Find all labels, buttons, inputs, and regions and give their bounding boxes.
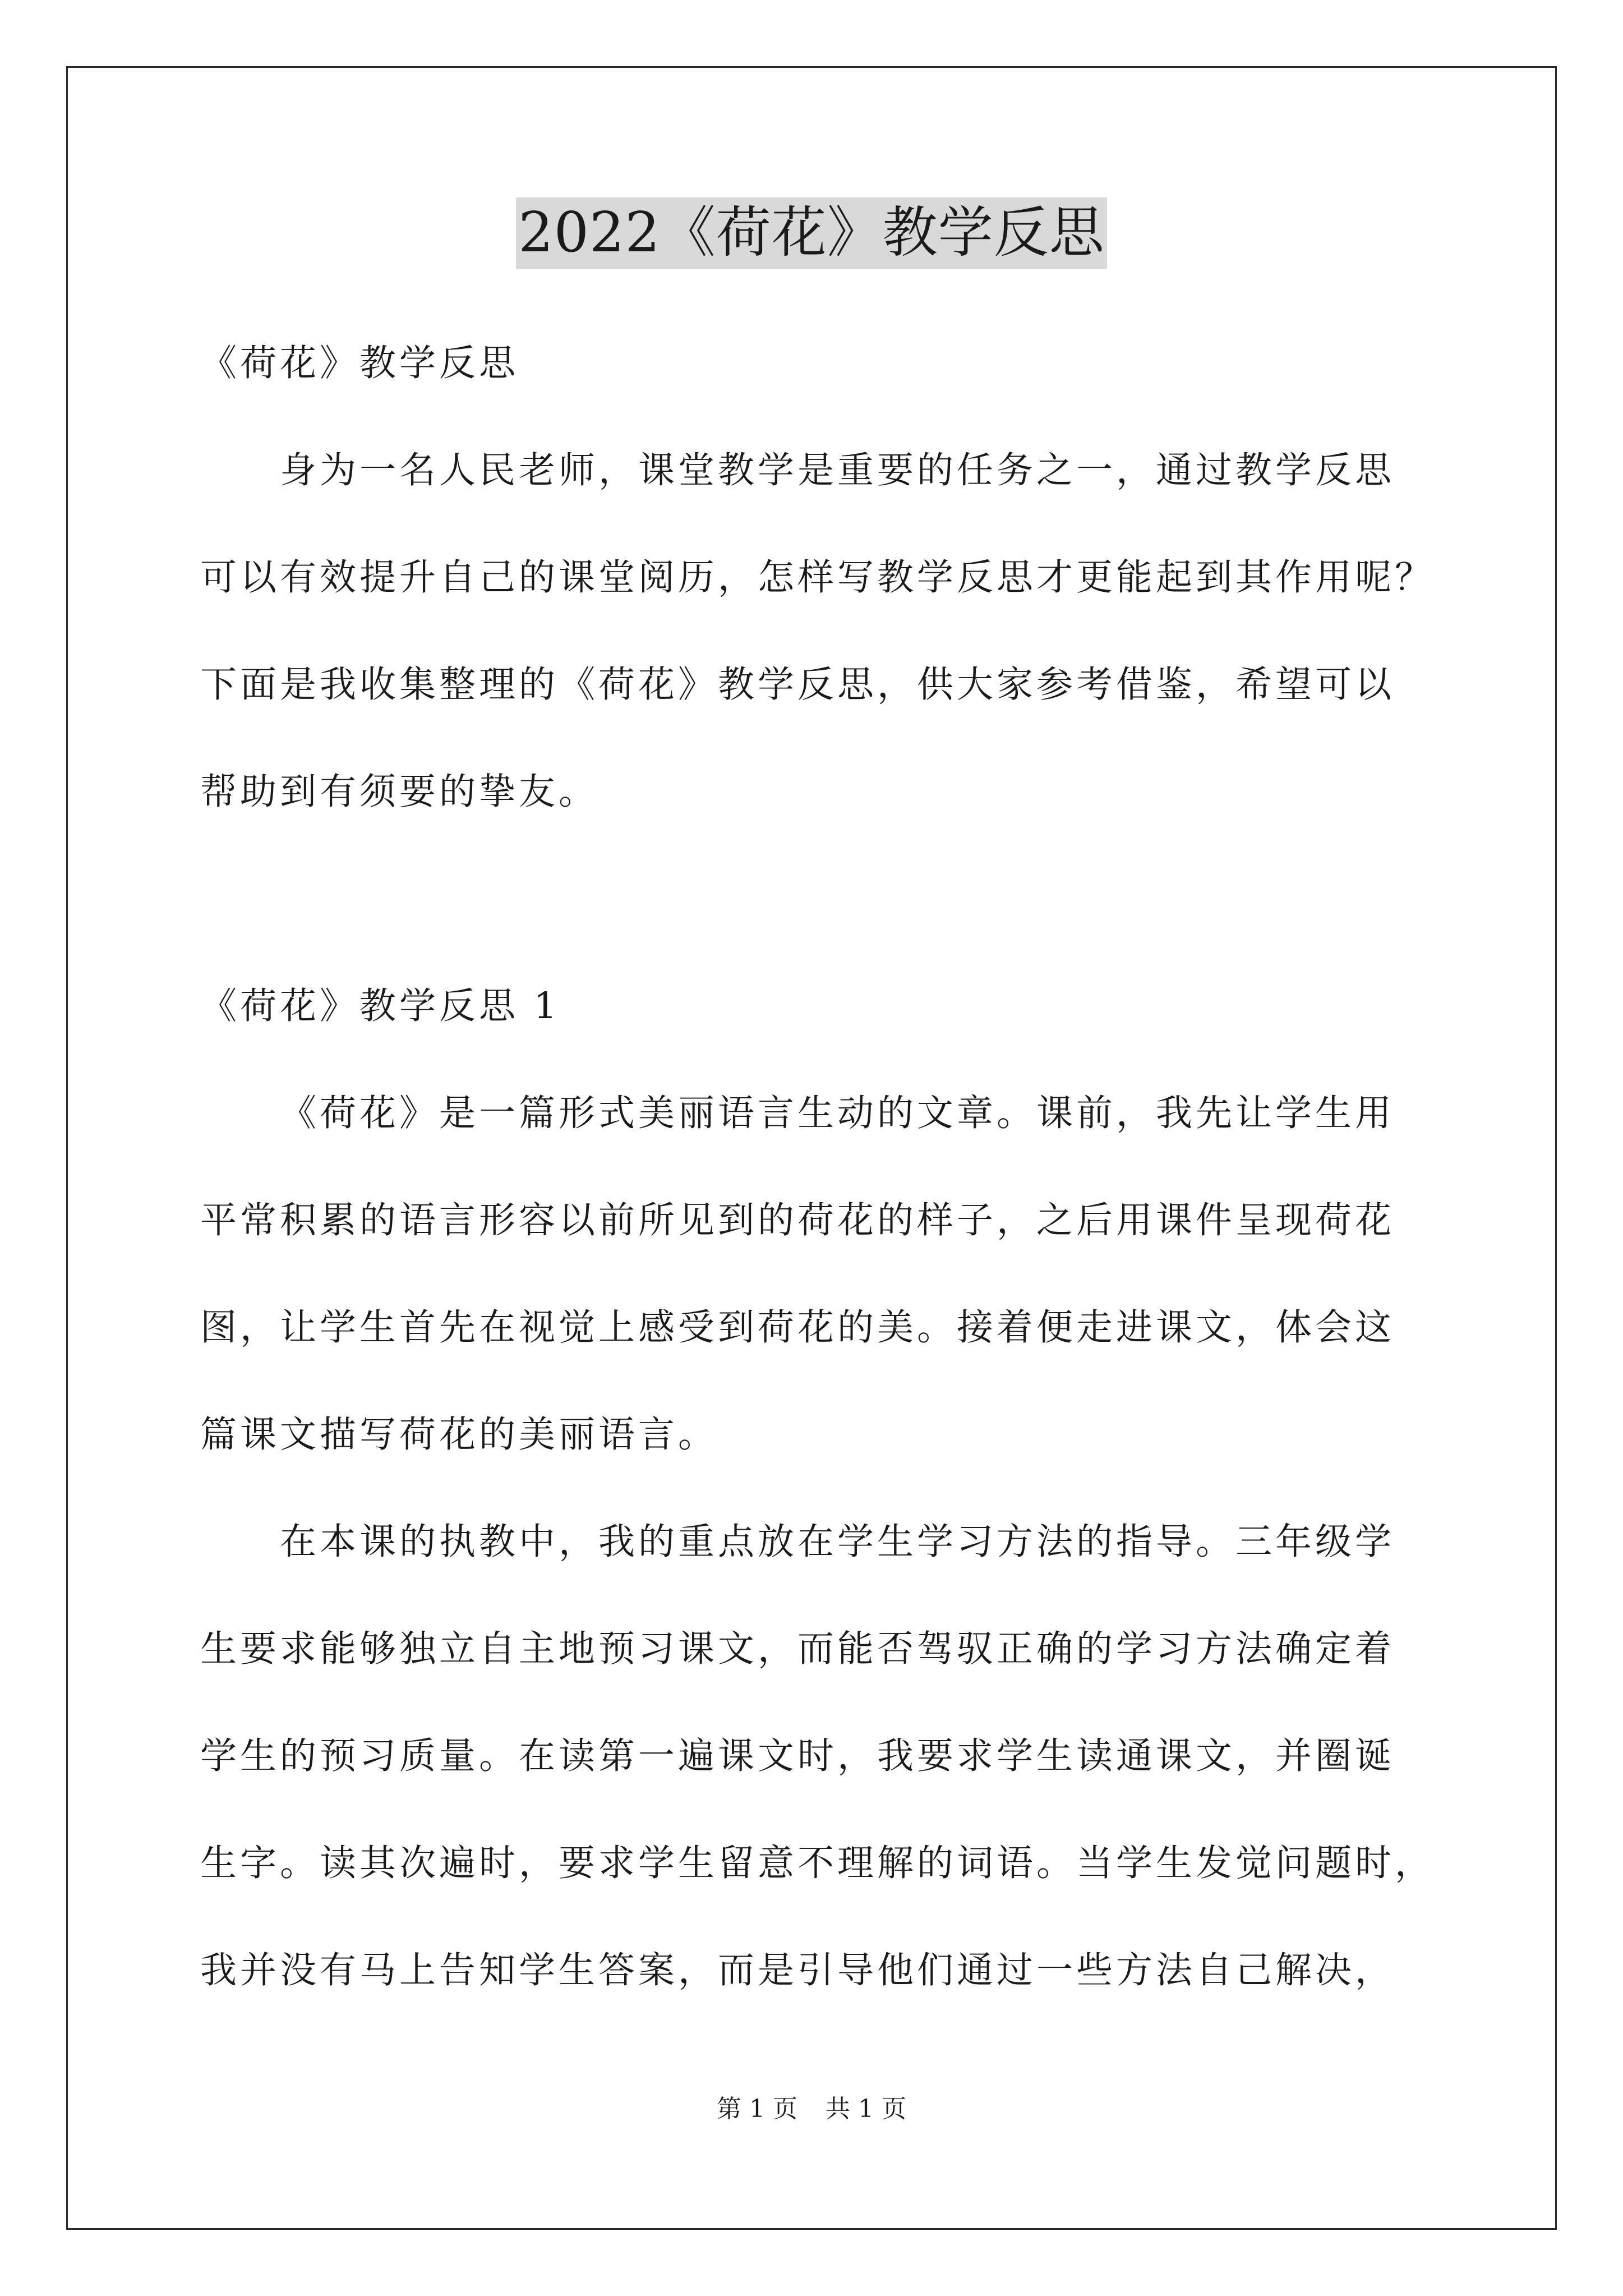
document-title-block: [0, 197, 1623, 269]
page-footer: [0, 2092, 1623, 2126]
paragraph-line: 我并没有马上告知学生答案，而是引导他们通过一些方法自己解决，: [200, 1949, 1395, 1991]
paragraph-line: 图，让学生首先在视觉上感受到荷花的美。接着便走进课文，体会这: [200, 1306, 1395, 1349]
intro-line: 下面是我收集整理的《荷花》教学反思，供大家参考借鉴，希望可以: [200, 664, 1395, 706]
document-body: [200, 310, 1434, 2024]
document-title: 2022《荷花》教学反思: [516, 197, 1106, 269]
intro-line: 身为一名人民老师，课堂教学是重要的任务之一，通过教学反思: [280, 449, 1395, 491]
intro-line: 可以有效提升自己的课堂阅历，怎样写教学反思才更能起到其作用呢？: [200, 556, 1435, 599]
paragraph-line: 生要求能够独立自主地预习课文，而能否驾驭正确的学习方法确定着: [200, 1628, 1395, 1670]
subtitle: 《荷花》教学反思: [200, 342, 519, 384]
paragraph-line: 《荷花》是一篇形式美丽语言生动的文章。课前，我先让学生用: [280, 1092, 1395, 1134]
paragraph-line: 平常积累的语言形容以前所见到的荷花的样子，之后用课件呈现荷花: [200, 1199, 1395, 1241]
intro-line: 帮助到有须要的挚友。: [200, 771, 599, 813]
paragraph-line: 篇课文描写荷花的美丽语言。: [200, 1414, 718, 1456]
page-total: 共 1 页: [826, 2095, 906, 2123]
page-number: 第 1 页: [717, 2095, 797, 2123]
paragraph-line: 在本课的执教中，我的重点放在学生学习方法的指导。三年级学: [280, 1521, 1395, 1563]
paragraph-line: 学生的预习质量。在读第一遍课文时，我要求学生读通课文，并圈诞: [200, 1735, 1395, 1777]
paragraph-spacer: [200, 845, 1434, 953]
section-heading: 《荷花》教学反思 1: [200, 985, 561, 1027]
paragraph-line: 生字。读其次遍时，要求学生留意不理解的词语。当学生发觉问题时，: [200, 1842, 1435, 1884]
